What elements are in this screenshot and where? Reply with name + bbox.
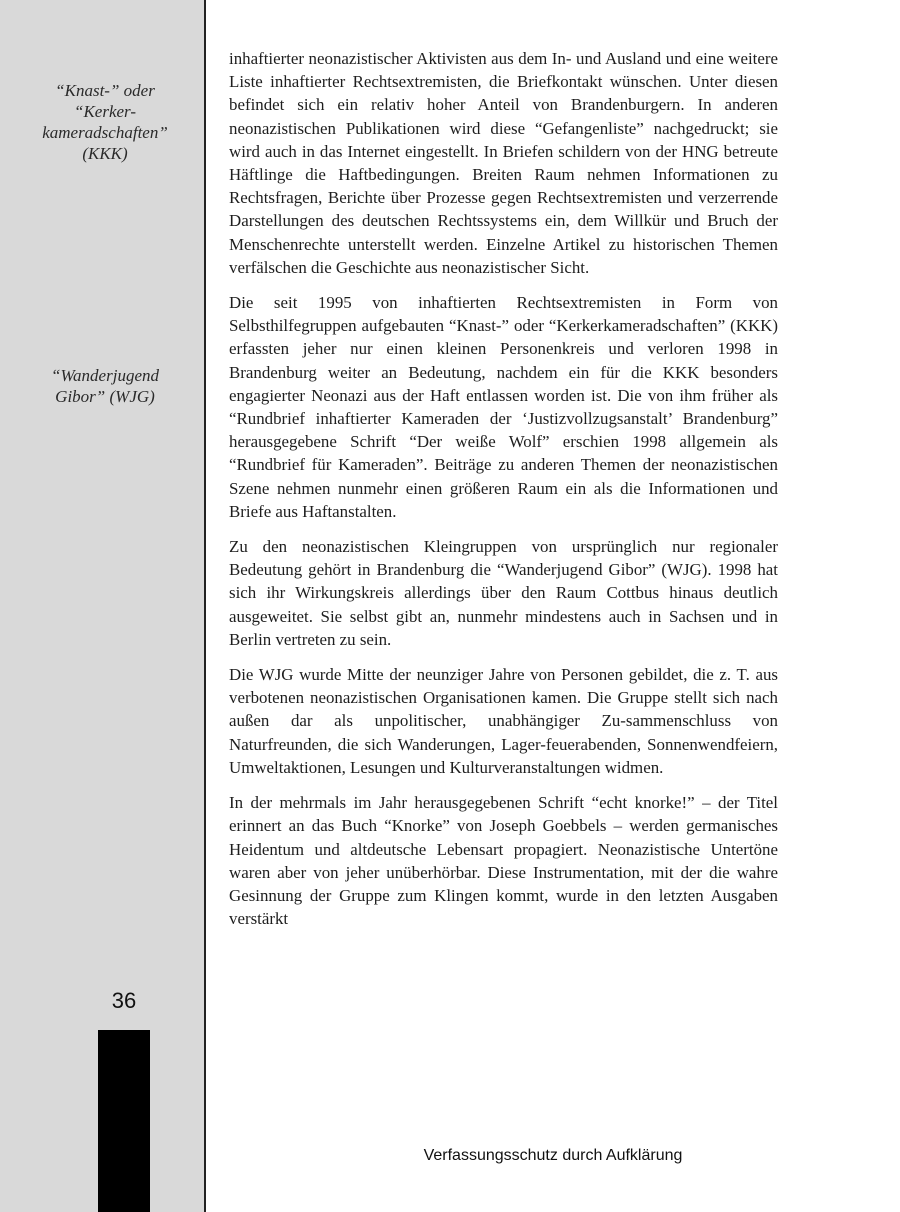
paragraph: In der mehrmals im Jahr herausgegebenen Schrift “echt knorke!” – der Titel erinnert an das Buch “Knorke” von Joseph Goebbels – werden germanisches Heidentum und altdeutsche Lebensart propagiert. Neonazistische Untertöne waren aber von jeher unüberhörbar. Diese Instrumentation, mit der die wahre Gesinnung der Gruppe zum Klingen kommt, wurde in den letzten Ausgaben verstärkt — [229, 793, 778, 929]
paragraph: Zu den neonazistischen Kleingruppen von ursprünglich nur regionaler Bedeutung gehört in Brandenburg die “Wanderjugend Gibor” (WJG). 1998 hat sich ihr Wirkungskreis allerdings über den Raum Cottbus hinaus deutlich ausgeweitet. Sie selbst gibt an, nunmehr mindestens auch in Sachsen und in Berlin vertreten zu sein. — [229, 537, 778, 649]
side-note-line: “Knast-” oder — [55, 81, 155, 100]
page-footer: Verfassungsschutz durch Aufklärung — [423, 1147, 683, 1164]
body-text — [229, 47, 778, 930]
paragraph: inhaftierter neonazistischer Aktivisten aus dem In- und Ausland und eine weitere Liste inhaftierter Rechtsextremisten, die Briefkontakt wünschen. Unter diesen befindet sich ein relativ hoher Anteil von Brandenburgern. In anderen neonazistischen Publikationen wird diese “Gefangenliste” nachgedruckt; sie wird auch in das Internet eingestellt. In Briefen schildern von der HNG betreute Häftlinge die Haftbedingungen. Breiten Raum nehmen Informationen zu Rechtsfragen, Berichte über Prozesse gegen Rechtsextremisten und verzerrende Darstellungen des deutschen Rechtssystems ein, dem Willkür und Bruch der Menschenrechte unterstellt werden. Einzelne Artikel zu historischen Themen verfälschen die Geschichte aus neonazistischer Sicht. — [229, 49, 778, 277]
side-note-line: Gibor” (WJG) — [55, 387, 155, 406]
page-tab-marker — [98, 1030, 150, 1212]
side-note-wjg — [10, 365, 200, 407]
paragraph: Die WJG wurde Mitte der neunziger Jahre von Personen gebildet, die z. T. aus verbotenen neonazistischen Organisationen kamen. Die Gruppe stellt sich nach außen dar als unpolitischer, unabhängiger Zu-sammenschluss von Naturfreunden, die sich Wanderungen, Lager-feuerabenden, Sonnenwendfeiern, Umweltaktionen, Lesungen und Kulturveranstaltungen widmen. — [229, 665, 778, 777]
side-note-line: “Wanderjugend — [51, 366, 159, 385]
side-note-line: “Kerker- — [74, 102, 136, 121]
margin-divider — [204, 0, 206, 1212]
paragraph: Die seit 1995 von inhaftierten Rechtsextremisten in Form von Selbsthilfegruppen aufgebauten “Knast-” oder “Kerkerkameradschaften” (KKK) erfassten jeher nur einen kleinen Personenkreis und verloren 1998 in Brandenburg weiter an Bedeutung, nachdem ein für die KKK besonders engagierter Neonazi aus der Haft entlassen worden ist. Die von ihm früher als “Rundbrief inhaftierter Kameraden der ‘Justizvollzugsanstalt’ Brandenburg” herausgegebene Schrift “Der weiße Wolf” erschien 1998 allgemein als “Rundbrief für Kameraden”. Beiträge zu anderen Themen der neonazistischen Szene nehmen nunmehr einen größeren Raum ein als die Informationen und Briefe aus Haftanstalten. — [229, 293, 778, 521]
side-note-kkk — [10, 80, 200, 164]
page-number: 36 — [111, 988, 137, 1013]
side-note-line: (KKK) — [82, 144, 128, 163]
side-note-line: kameradschaften” — [42, 123, 168, 142]
